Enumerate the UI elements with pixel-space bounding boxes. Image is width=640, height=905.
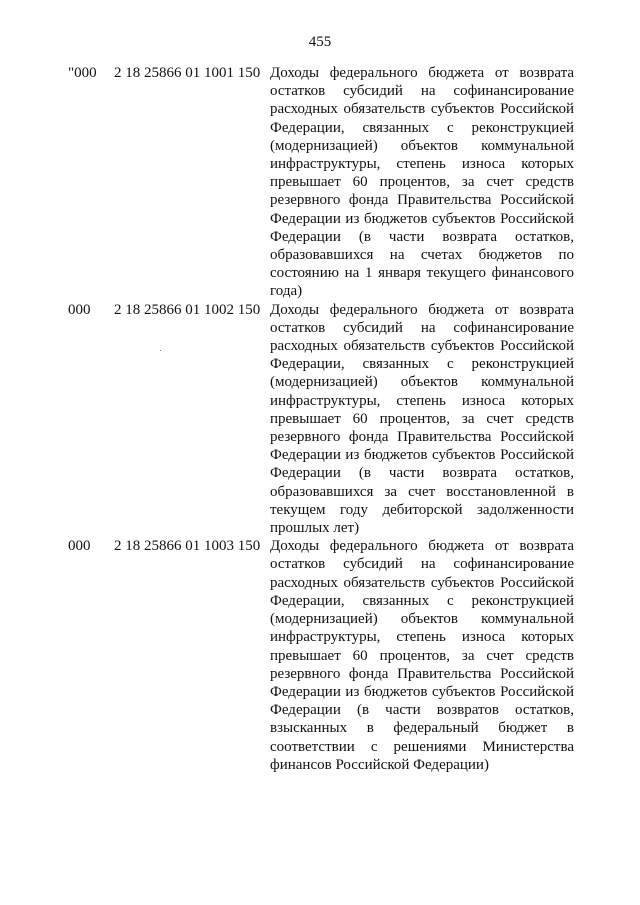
code-description: Доходы федерального бюджета от возврата остатков субсидий на софинансирование расходных обязательств субъектов Российской Федерации, связанных с реконструкцией (модернизацией) объектов коммунальной инфраструктуры, степень износа которых превышает 60 процентов, за счет средств резервного фонда Правительства Российской Федерации из бюджетов субъектов Российской Федерации (в части возвратов остатков, взысканных в федеральный бюджет в соответствии с решениями Министерства финансов Российской Федерации) bbox=[270, 538, 574, 773]
code-prefix: 000 bbox=[68, 538, 91, 555]
list-item bbox=[68, 537, 578, 774]
page-number: 455 bbox=[308, 34, 332, 50]
budget-classification-code: 2 18 25866 01 1002 150 bbox=[114, 301, 261, 318]
list-item bbox=[68, 301, 578, 538]
code-prefix: "000 bbox=[68, 65, 97, 81]
code-description: Доходы федерального бюджета от возврата остатков субсидий на софинансирование расходных обязательств субъектов Российской Федерации, связанных с реконструкцией (модернизацией) объектов коммунальной инфраструктуры, степень износа которых превышает 60 процентов, за счет средств резервного фонда Правительства Российской Федерации из бюджетов субъектов Российской Федерации (в части возврата остатков, образовавшихся за счет восстановленной в текущем году дебиторской задолженности прошлых лет) bbox=[270, 301, 574, 537]
list-item bbox=[68, 64, 578, 301]
budget-classification-code: 2 18 25866 01 1003 150 bbox=[114, 538, 261, 555]
code-prefix: 000 bbox=[68, 301, 91, 318]
budget-classification-code: 2 18 25866 01 1001 150 bbox=[114, 65, 261, 81]
budget-code-list bbox=[68, 64, 578, 774]
scan-speck bbox=[160, 350, 161, 351]
code-description: Доходы федерального бюджета от возврата остатков субсидий на софинансирование расходных обязательств субъектов Российской Федерации, связанных с реконструкцией (модернизацией) объектов коммунальной инфраструктуры, степень износа которых превышает 60 процентов, за счет средств резервного фонда Правительства Российской Федерации из бюджетов субъектов Российской Федерации (в части возврата остатков, образовавшихся на счетах бюджетов по состоянию на 1 января текущего финансового года) bbox=[270, 65, 574, 300]
